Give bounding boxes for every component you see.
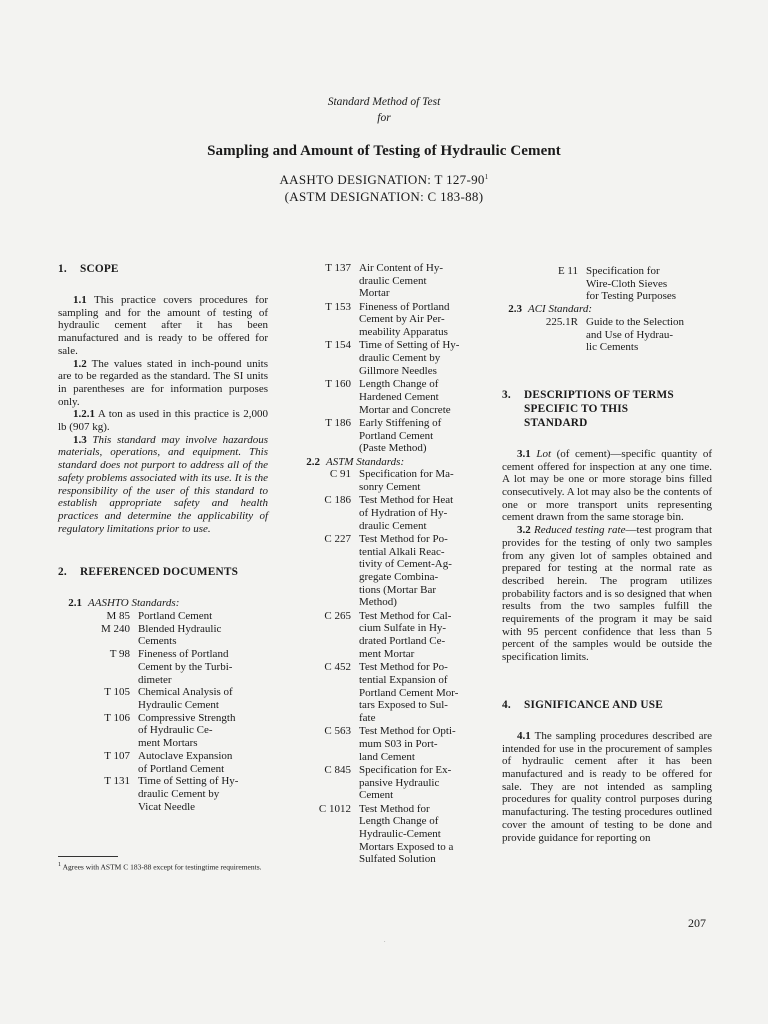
reference-code: M 240 (100, 622, 130, 635)
column-2 (296, 262, 486, 867)
reference-code: T 131 (104, 775, 130, 788)
reference-description: Test Method for Cal- cium Sulfate in Hy- drated Portland Ce- ment Mortar (359, 609, 452, 660)
section-title: REFERENCED DOCUMENTS (80, 566, 239, 579)
column-1 (58, 262, 268, 813)
document-title: Sampling and Amount of Testing of Hydraulic Cement (207, 143, 561, 159)
reference-description: Time of Setting of Hy- draulic Cement by Vicat Needle (138, 775, 239, 813)
subheading-aci-standard: 2.3 ACI Standard: (508, 303, 593, 316)
paragraph-3-1: 3.1 Lot (of cement)—specific quantity of cement offered for inspection at any one time. A lot may be one or more storage bins filled consecutively. A lot may also be the contents of one or more transport units representing cement drawn from the same storage bin. (502, 447, 712, 524)
astm-reference-item (296, 533, 486, 609)
aashto-reference-item (58, 712, 268, 750)
standard-method-label: Standard Method of Test (327, 96, 441, 108)
reference-description: Specification for Ex- pansive Hydraulic Cement (359, 763, 452, 802)
astm-reference-item (502, 265, 712, 303)
paragraph-1-2-1: 1.2.1 A ton as used in this practice is 2,000 lb (907 kg). (58, 408, 268, 434)
paragraph-1-3: 1.3 This standard may involve hazardous materials, operations, and equipment. This standard does not purport to address all of the safety problems associated with its use. It is the responsibility of the user of this standard to establish appropriate safety and health practices and determine the applicability of regulatory limitations prior to use. (58, 433, 269, 535)
scan-mark: . (384, 938, 386, 944)
reference-code: M 85 (106, 610, 130, 623)
section-title-line: SPECIFIC TO THIS (524, 402, 629, 415)
astm-reference-item (296, 494, 486, 532)
reference-description: Guide to the Selection and Use of Hydrau- lic Cements (586, 315, 685, 354)
reference-code: 225.1R (545, 315, 578, 328)
reference-code: T 186 (325, 416, 351, 429)
astm-reference-item (296, 725, 486, 763)
reference-code: T 98 (109, 648, 130, 661)
reference-description: Specification for Wire-Cloth Sieves for Testing Purposes (586, 265, 677, 303)
section-number: 1. (58, 263, 67, 275)
section-title: SIGNIFICANCE AND USE (524, 698, 663, 711)
aashto-standards-list-continued (296, 262, 486, 455)
reference-description: Test Method for Heat of Hydration of Hy- draulic Cement (359, 494, 454, 532)
astm-reference-item (296, 468, 486, 493)
reference-description: Length Change of Hardened Cement Mortar and Concrete (359, 378, 451, 416)
reference-description: Specification for Ma- sonry Cement (359, 468, 454, 493)
reference-description: Air Content of Hy- draulic Cement Mortar (359, 262, 444, 300)
reference-code: C 563 (324, 725, 351, 738)
aashto-reference-item (58, 750, 268, 775)
section-heading-referenced-documents (58, 565, 268, 579)
reference-code: C 1012 (318, 802, 351, 815)
reference-code: T 105 (104, 686, 130, 699)
reference-description: Autoclave Expansion of Portland Cement (138, 749, 233, 775)
reference-code: C 845 (324, 763, 351, 776)
aashto-reference-item (58, 648, 268, 686)
aashto-designation: AASHTO DESIGNATION: T $127-90^1$ (279, 172, 489, 187)
aci-reference-item (502, 316, 712, 354)
reference-code: C 227 (324, 532, 351, 545)
astm-reference-item (296, 764, 486, 802)
reference-code: T 107 (104, 749, 130, 762)
aashto-reference-item (296, 417, 486, 455)
astm-standards-list-continued (502, 265, 712, 303)
astm-reference-item (296, 610, 486, 661)
reference-description: Portland Cement (138, 610, 213, 623)
reference-code: T 160 (325, 378, 351, 391)
reference-description: Fineness of Portland Cement by Air Per- meability Apparatus (359, 300, 450, 339)
footnote: $^1$ Agrees with ASTM C 183-88 except for testingtime requirements. (58, 856, 273, 872)
subheading-aashto-standards: 2.1 AASHTO Standards: (68, 597, 180, 610)
paragraph-4-1: 4.1 The sampling procedures described are intended for use in the procurement of samples of hydraulic cement after it has been manufactured and is ready to be offered for sale. They are not intended as sampling procedures for quality control purposes during manufacturing. The testing procedures outlined cover the amount of testing to be done and provide guidance for reporting on (502, 729, 712, 844)
document-header (0, 94, 768, 205)
aashto-reference-item (296, 262, 486, 300)
reference-description: Test Method for Opti- mum S03 in Port- land Cement (359, 725, 456, 763)
reference-code: T 137 (325, 262, 351, 274)
section-title-line: DESCRIPTIONS OF TERMS (524, 388, 674, 401)
aashto-reference-item (58, 686, 268, 711)
subheading-astm-standards: 2.2 ASTM Standards: (306, 455, 405, 468)
reference-code: C 452 (324, 661, 351, 674)
astm-reference-item (296, 803, 486, 867)
astm-designation: (ASTM DESIGNATION: C 183-88) (284, 189, 484, 204)
reference-description: Early Stiffening of Portland Cement (Paste Method) (359, 416, 442, 455)
reference-description: Chemical Analysis of Hydraulic Cement (138, 686, 233, 711)
footnote-mark: 1 (484, 173, 489, 181)
reference-description: Compressive Strength of Hydraulic Ce- ment Mortars (138, 711, 236, 750)
reference-description: Time of Setting of Hy- draulic Cement by Gillmore Needles (359, 339, 460, 377)
reference-description: Fineness of Portland Cement by the Turbi- dimeter (138, 648, 233, 686)
reference-code: E 11 (557, 265, 578, 277)
aashto-reference-item (296, 301, 486, 339)
reference-code: C 186 (324, 494, 351, 507)
column-3 (502, 265, 712, 844)
section-number: 3. (502, 388, 511, 401)
section-title (524, 388, 674, 430)
aashto-reference-item (58, 775, 268, 813)
reference-code: T 154 (325, 339, 351, 352)
footnote-mark: 1 (58, 861, 62, 868)
section-number: 2. (58, 566, 67, 579)
paragraph-1-2: 1.2 The values stated in inch-pound units are to be regarded as the standard. The SI units in parentheses are for information purposes only. (58, 357, 268, 408)
reference-code: T 106 (104, 711, 130, 724)
section-heading-terms (502, 388, 712, 430)
reference-description: Test Method for Length Change of Hydraulic-Cement Mortars Exposed to a Sulfated Solution (359, 802, 454, 866)
section-title: SCOPE (80, 263, 119, 275)
astm-standards-list (296, 468, 486, 866)
page-number: 207 (688, 916, 706, 930)
reference-code: T 153 (325, 300, 351, 313)
paragraph-3-2: 3.2 Reduced testing rate—test program that provides for the testing of only two samples from any given lot of samples obtained and prepared for testing at the normal rate as described herein. The program utilizes probability factors and is so designed that when results from the two samples fulfill the requirements of the program it may be said with 95 percent confidence that less than 5 percent of the samples would be outside the specification limits. (502, 524, 713, 664)
reference-description: Blended Hydraulic Cements (138, 622, 222, 648)
aashto-reference-item (58, 623, 268, 648)
aashto-reference-item (58, 610, 268, 623)
footnote-rule (58, 856, 118, 857)
reference-description: Test Method for Po- tential Expansion of Portland Cement Mor- tars Exposed to Sul- fate (359, 661, 459, 724)
for-label: for (377, 112, 391, 124)
reference-code: C 91 (329, 468, 351, 481)
paragraph-1-1: 1.1 This practice covers procedures for sampling and for the amount of testing of hydraulic cement after it has been manufactured and is ready to be offered for sale. (58, 294, 268, 357)
aashto-reference-item (296, 378, 486, 416)
aashto-reference-item (296, 339, 486, 377)
section-heading-scope (58, 262, 268, 276)
reference-description: Test Method for Po- tential Alkali Reac- tivity of Cement-Ag- gregate Combina- tions (Mortar Bar Method) (359, 532, 452, 609)
section-title-line: STANDARD (524, 416, 588, 429)
designations (0, 169, 768, 205)
reference-code: C 265 (324, 609, 351, 622)
section-number: 4. (502, 698, 511, 711)
aci-standards-list (502, 316, 712, 354)
aashto-standards-list (58, 610, 268, 813)
section-heading-significance (502, 698, 712, 712)
astm-reference-item (296, 661, 486, 725)
